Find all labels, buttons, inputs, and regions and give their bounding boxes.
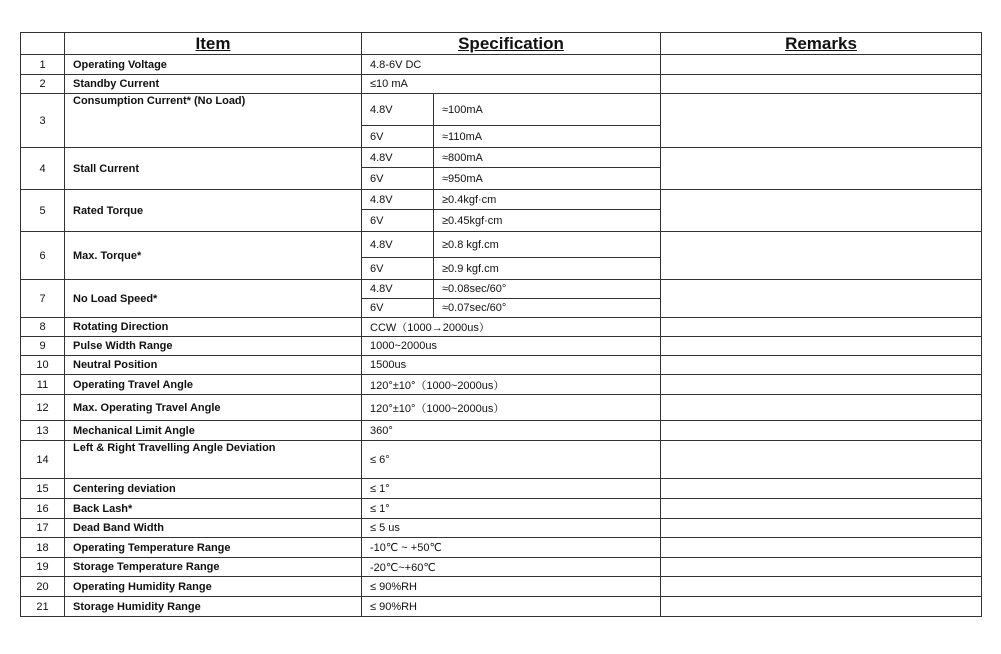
row-item: Operating Voltage — [65, 55, 362, 75]
row-number: 12 — [21, 395, 65, 421]
sub-value: ≈950mA — [434, 168, 661, 190]
table-row — [21, 519, 982, 538]
sub-voltage: 4.8V — [362, 148, 434, 168]
header-specification: Specification — [362, 33, 661, 55]
table-row — [21, 232, 982, 258]
sub-value: ≈800mA — [434, 148, 661, 168]
table-row — [21, 421, 982, 441]
row-spec: 1000~2000us — [362, 337, 661, 356]
row-spec: ≤ 90%RH — [362, 597, 661, 617]
row-remarks — [661, 337, 982, 356]
row-item: Centering deviation — [65, 479, 362, 499]
row-number: 10 — [21, 356, 65, 375]
row-item: Consumption Current* (No Load) — [65, 94, 362, 148]
row-spec: CCW（1000→2000us） — [362, 318, 661, 337]
row-item: Storage Temperature Range — [65, 558, 362, 577]
row-remarks — [661, 441, 982, 479]
sub-voltage: 4.8V — [362, 232, 434, 258]
table-row — [21, 499, 982, 519]
table-row — [21, 337, 982, 356]
table-row — [21, 190, 982, 210]
row-item: Max. Torque* — [65, 232, 362, 280]
row-spec: 4.8-6V DC — [362, 55, 661, 75]
row-item: Pulse Width Range — [65, 337, 362, 356]
table-row — [21, 577, 982, 597]
sub-voltage: 6V — [362, 168, 434, 190]
row-item: Operating Humidity Range — [65, 577, 362, 597]
table-row — [21, 441, 982, 479]
row-number: 2 — [21, 75, 65, 94]
sub-voltage: 6V — [362, 258, 434, 280]
row-spec: 120°±10°（1000~2000us） — [362, 395, 661, 421]
sub-value: ≈0.07sec/60° — [434, 299, 661, 318]
row-item: Standby Current — [65, 75, 362, 94]
row-item: Stall Current — [65, 148, 362, 190]
row-number: 14 — [21, 441, 65, 479]
header-num — [21, 33, 65, 55]
header-item: Item — [65, 33, 362, 55]
row-remarks — [661, 280, 982, 318]
table-row — [21, 479, 982, 499]
row-number: 8 — [21, 318, 65, 337]
row-spec: ≤ 5 us — [362, 519, 661, 538]
row-remarks — [661, 421, 982, 441]
row-number: 6 — [21, 232, 65, 280]
row-item: Rated Torque — [65, 190, 362, 232]
sub-value: ≥0.4kgf·cm — [434, 190, 661, 210]
table-row — [21, 280, 982, 299]
row-spec: ≤10 mA — [362, 75, 661, 94]
table-row — [21, 375, 982, 395]
row-item: Storage Humidity Range — [65, 597, 362, 617]
table-row — [21, 148, 982, 168]
row-spec: -10℃ ~ +50℃ — [362, 538, 661, 558]
row-remarks — [661, 519, 982, 538]
row-remarks — [661, 538, 982, 558]
sub-voltage: 4.8V — [362, 94, 434, 126]
table-row — [21, 356, 982, 375]
sub-voltage: 6V — [362, 126, 434, 148]
sub-value: ≈100mA — [434, 94, 661, 126]
sub-value: ≥0.8 kgf.cm — [434, 232, 661, 258]
row-number: 20 — [21, 577, 65, 597]
row-item: Back Lash* — [65, 499, 362, 519]
row-remarks — [661, 375, 982, 395]
row-remarks — [661, 395, 982, 421]
row-number: 17 — [21, 519, 65, 538]
row-remarks — [661, 55, 982, 75]
row-remarks — [661, 232, 982, 280]
row-spec: ≤ 6° — [362, 441, 661, 479]
row-number: 5 — [21, 190, 65, 232]
header-remarks: Remarks — [661, 33, 982, 55]
row-number: 16 — [21, 499, 65, 519]
row-item: Dead Band Width — [65, 519, 362, 538]
row-item: Left & Right Travelling Angle Deviation — [65, 441, 362, 479]
row-remarks — [661, 558, 982, 577]
row-number: 9 — [21, 337, 65, 356]
row-number: 15 — [21, 479, 65, 499]
row-spec: ≤ 1° — [362, 479, 661, 499]
row-remarks — [661, 190, 982, 232]
row-remarks — [661, 75, 982, 94]
table-row — [21, 75, 982, 94]
row-spec: 360° — [362, 421, 661, 441]
row-number: 21 — [21, 597, 65, 617]
row-item: Rotating Direction — [65, 318, 362, 337]
row-number: 13 — [21, 421, 65, 441]
row-remarks — [661, 479, 982, 499]
sub-voltage: 4.8V — [362, 280, 434, 299]
row-remarks — [661, 318, 982, 337]
row-spec: ≤ 1° — [362, 499, 661, 519]
row-remarks — [661, 148, 982, 190]
row-number: 4 — [21, 148, 65, 190]
sub-voltage: 6V — [362, 299, 434, 318]
table-header-row — [21, 33, 982, 55]
sub-value: ≈110mA — [434, 126, 661, 148]
row-number: 3 — [21, 94, 65, 148]
row-item: Operating Temperature Range — [65, 538, 362, 558]
row-remarks — [661, 356, 982, 375]
row-number: 11 — [21, 375, 65, 395]
row-item: No Load Speed* — [65, 280, 362, 318]
row-item: Neutral Position — [65, 356, 362, 375]
row-item: Max. Operating Travel Angle — [65, 395, 362, 421]
sub-value: ≥0.45kgf·cm — [434, 210, 661, 232]
row-number: 7 — [21, 280, 65, 318]
table-row — [21, 55, 982, 75]
row-spec: 120°±10°（1000~2000us） — [362, 375, 661, 395]
row-item: Operating Travel Angle — [65, 375, 362, 395]
table-row — [21, 597, 982, 617]
row-number: 19 — [21, 558, 65, 577]
row-number: 18 — [21, 538, 65, 558]
row-item: Mechanical Limit Angle — [65, 421, 362, 441]
table-row — [21, 558, 982, 577]
sub-value: ≈0.08sec/60° — [434, 280, 661, 299]
row-remarks — [661, 577, 982, 597]
row-spec: -20℃~+60℃ — [362, 558, 661, 577]
sub-voltage: 4.8V — [362, 190, 434, 210]
row-remarks — [661, 597, 982, 617]
row-number: 1 — [21, 55, 65, 75]
sub-voltage: 6V — [362, 210, 434, 232]
table-row — [21, 94, 982, 126]
table-row — [21, 395, 982, 421]
row-spec: ≤ 90%RH — [362, 577, 661, 597]
table-row — [21, 538, 982, 558]
sub-value: ≥0.9 kgf.cm — [434, 258, 661, 280]
specification-table — [20, 32, 982, 617]
table-row — [21, 318, 982, 337]
row-remarks — [661, 499, 982, 519]
row-spec: 1500us — [362, 356, 661, 375]
row-remarks — [661, 94, 982, 148]
